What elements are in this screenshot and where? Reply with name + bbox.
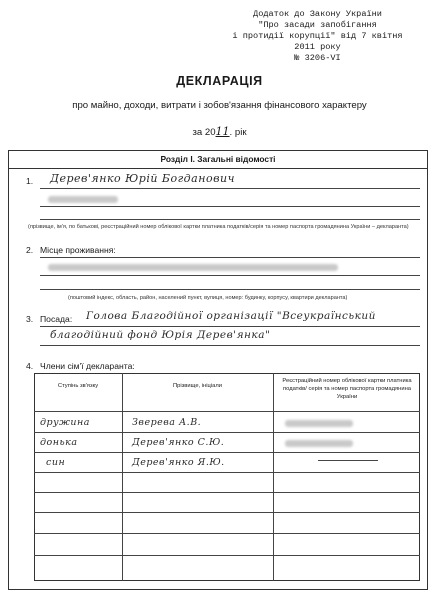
item4-label: Члени сім'ї декларанта: (40, 361, 135, 371)
item3-line (40, 326, 420, 327)
column-header-tax-id: Реєстраційний номер облікової картки платника податків/ серія та номер паспорта громадянина України (282, 378, 412, 400)
declaration-period (0, 125, 439, 138)
column-header-relation: Ступінь зв'язку (57, 383, 99, 389)
item2-number: 2. (26, 245, 34, 255)
table-header-divider (34, 411, 420, 412)
empty-dash (318, 460, 378, 461)
table-row-relation: донька (40, 437, 78, 448)
document-title: ДЕКЛАРАЦІЯ (176, 74, 263, 88)
item1-note: (прізвище, ім'я, по батькові, реєстраційний номер облікової картки платника податків/серія та номер паспорта громадянина України – декларанта) (28, 224, 409, 230)
annex-reference (215, 9, 420, 64)
annex-line: Додаток до Закону України (253, 9, 382, 19)
item2-note: (поштовий індекс, область, район, населений пункт, вулиця, номер: будинку, корпусу, квартири декларанта) (68, 295, 348, 301)
table-row-name: Зверева А.В. (132, 417, 202, 428)
table-row-divider (34, 472, 420, 473)
item1-number: 1. (26, 176, 34, 186)
item1-line-2 (40, 206, 420, 207)
table-row-name: Дерев'янко Я.Ю. (132, 457, 225, 468)
item3-number: 3. (26, 314, 34, 324)
position-value-2: благодійний фонд Юрія Дерев'янка" (50, 329, 271, 341)
annex-line: 2011 року (294, 42, 341, 52)
table-row-divider (34, 452, 420, 453)
redacted-tax-id (285, 420, 353, 427)
item1-line (40, 188, 420, 189)
item3-label: Посада: (40, 314, 73, 324)
document-subtitle: про майно, доходи, витрати і зобов'язання фінансового характеру (72, 100, 367, 111)
section-heading: Розділ І. Загальні відомості (8, 150, 428, 169)
table-row-name: Дерев'янко С.Ю. (132, 437, 225, 448)
item4-number: 4. (26, 361, 34, 371)
table-row-divider (34, 492, 420, 493)
table-row-divider (34, 533, 420, 534)
item2-line (40, 257, 420, 258)
declarant-name: Дерев'янко Юрій Богданович (50, 172, 235, 185)
period-prefix: за 20 (192, 127, 216, 138)
period-suffix: . рік (229, 127, 247, 138)
item2-label: Місце проживання: (40, 245, 116, 255)
table-row-relation: син (46, 457, 66, 468)
item2-line-2 (40, 275, 420, 276)
item3-line-2 (40, 345, 420, 346)
table-row-relation: дружина (40, 417, 90, 428)
period-year: 11 (215, 125, 230, 138)
annex-line: № 3206-VI (294, 53, 341, 63)
table-row-divider (34, 432, 420, 433)
table-column-divider (273, 373, 274, 581)
table-row-divider (34, 512, 420, 513)
redacted-address (48, 264, 338, 271)
item2-line-3 (40, 289, 420, 290)
redacted-tax-id (285, 440, 353, 447)
annex-line: і протидії корупції" від 7 квітня (232, 31, 403, 41)
table-row-divider (34, 555, 420, 556)
redacted-id (48, 196, 118, 203)
item1-line-3 (40, 219, 420, 220)
position-value-1: Голова Благодійної організації "Всеукраїнський (86, 310, 376, 322)
table-column-divider (122, 373, 123, 581)
annex-line: "Про засади запобігання (258, 20, 377, 30)
column-header-name: Прізвище, ініціали (172, 383, 223, 389)
family-table (34, 373, 420, 581)
